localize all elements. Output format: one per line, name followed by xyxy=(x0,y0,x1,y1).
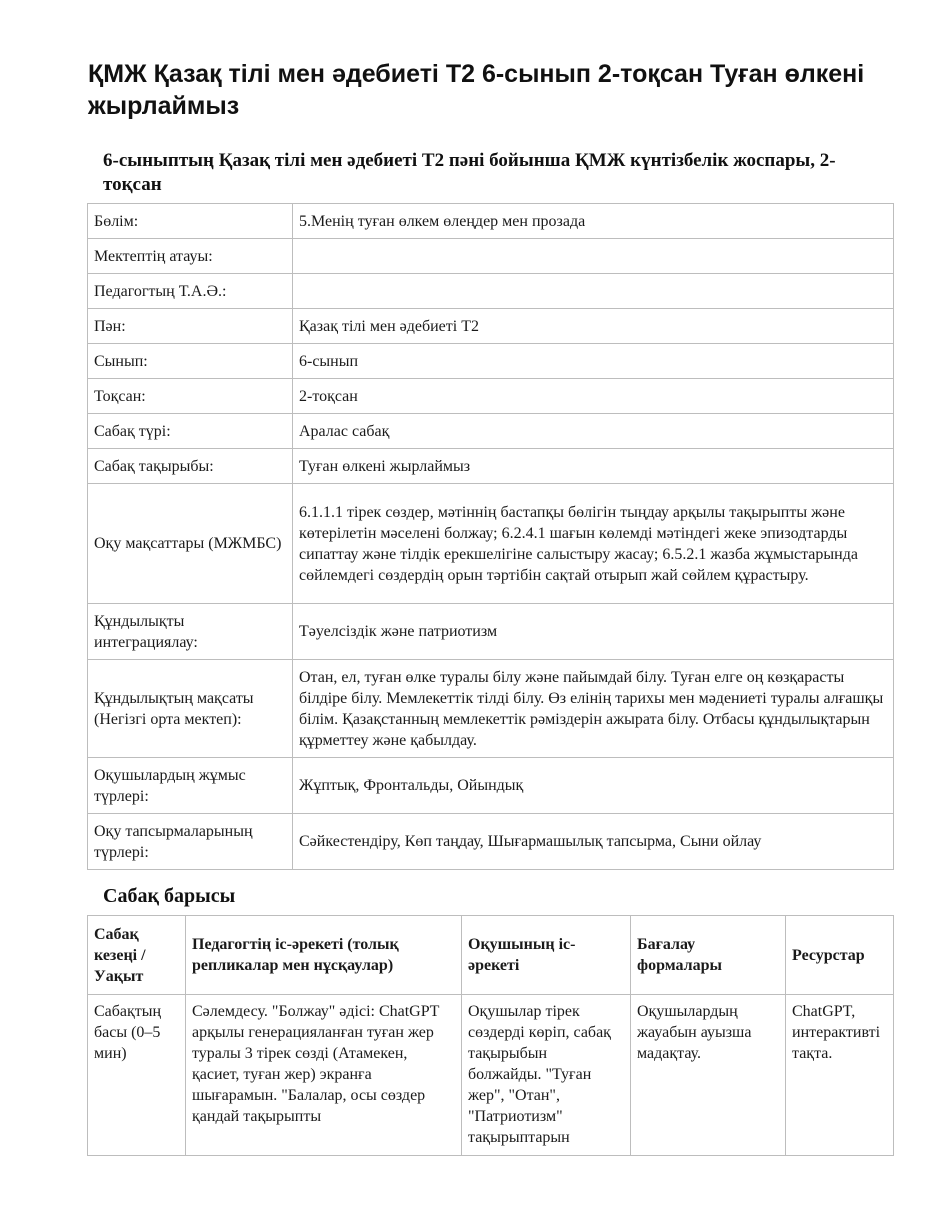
cell-assessment: Оқушылардың жауабын ауызша мадақтау. xyxy=(631,995,786,1156)
info-value: Тәуелсіздік және патриотизм xyxy=(293,604,894,660)
info-row-school xyxy=(88,239,894,274)
info-label: Бөлім: xyxy=(88,204,293,239)
column-header-teacher-activity: Педагогтің іс-әрекеті (толық репликалар мен нұсқаулар) xyxy=(186,916,462,995)
info-value: Сәйкестендіру, Көп таңдау, Шығармашылық тапсырма, Сыни ойлау xyxy=(293,814,894,870)
info-row-teacher xyxy=(88,274,894,309)
info-value: Қазақ тілі мен әдебиеті Т2 xyxy=(293,309,894,344)
info-value: 6-сынып xyxy=(293,344,894,379)
info-label: Оқу мақсаттары (МЖМБС) xyxy=(88,484,293,604)
info-row-lesson-topic xyxy=(88,449,894,484)
info-value xyxy=(293,239,894,274)
info-row-section xyxy=(88,204,894,239)
column-header-student-activity: Оқушының іс-әрекеті xyxy=(462,916,631,995)
column-header-resources: Ресурстар xyxy=(786,916,894,995)
info-value: 2-тоқсан xyxy=(293,379,894,414)
info-value: Туған өлкені жырлаймыз xyxy=(293,449,894,484)
lesson-table xyxy=(87,915,894,1156)
info-label: Оқу тапсырмаларының түрлері: xyxy=(88,814,293,870)
plan-heading: 6-сыныптың Қазақ тілі мен әдебиеті Т2 пәні бойынша ҚМЖ күнтізбелік жоспары, 2-тоқсан xyxy=(103,150,836,195)
info-row-task-types xyxy=(88,814,894,870)
info-label: Мектептің атауы: xyxy=(88,239,293,274)
info-label: Сынып: xyxy=(88,344,293,379)
info-row-work-types xyxy=(88,758,894,814)
info-table xyxy=(87,203,894,870)
info-label: Тоқсан: xyxy=(88,379,293,414)
info-label: Педагогтың Т.А.Ә.: xyxy=(88,274,293,309)
column-header-stage: Сабақ кезеңі / Уақыт xyxy=(88,916,186,995)
info-label: Оқушылардың жұмыс түрлері: xyxy=(88,758,293,814)
cell-stage: Сабақтың басы (0–5 мин) xyxy=(88,995,186,1156)
info-value: 6.1.1.1 тірек сөздер, мәтіннің бастапқы бөлігін тыңдау арқылы тақырыпты және көтерілетін мәселені болжау; 6.2.4.1 шағын көлемді мәтіндегі жеке эпизодтарды сипаттау және тілдік ерекшелігіне салыстыру жасау; 6.5.2.1 жазба жұмыстарында сөйлемдегі сөздердің орын тәртібін сақтай отырып жай сөйлем құрастыру. xyxy=(293,484,894,604)
column-header-assessment: Бағалау формалары xyxy=(631,916,786,995)
cell-resources: ChatGPT, интерактивті тақта. xyxy=(786,995,894,1156)
info-value xyxy=(293,274,894,309)
info-label: Пән: xyxy=(88,309,293,344)
info-label: Құндылықтың мақсаты (Негізгі орта мектеп): xyxy=(88,660,293,758)
info-row-lesson-type xyxy=(88,414,894,449)
table-row xyxy=(88,995,894,1156)
info-value: Жұптық, Фронтальды, Ойындық xyxy=(293,758,894,814)
info-row-learning-objectives xyxy=(88,484,894,604)
lessons-heading: Сабақ барысы xyxy=(103,885,236,907)
info-label: Сабақ тақырыбы: xyxy=(88,449,293,484)
info-value: Отан, ел, туған өлке туралы білу және пайымдай білу. Туған елге оң көзқарасты білдіре білу. Мемлекеттік тілді білу. Өз елінің тарихы мен мәдениеті туралы алғашқы білім. Қазақстанның мемлекеттік рәміздерін ажырата білу. Отбасы құндылықтарын құрметтеу және қабылдау. xyxy=(293,660,894,758)
cell-teacher-activity: Сәлемдесу. "Болжау" әдісі: ChatGPT арқылы генерацияланған туған жер туралы 3 тірек сөзді (Атамекен, қасиет, туған жер) экранға шығарамын. "Балалар, осы сөздер қандай тақырыпты xyxy=(186,995,462,1156)
info-row-quarter xyxy=(88,379,894,414)
lesson-header-row xyxy=(88,916,894,995)
info-label: Сабақ түрі: xyxy=(88,414,293,449)
info-label: Құндылықты интеграциялау: xyxy=(88,604,293,660)
cell-student-activity: Оқушылар тірек сөздерді көріп, сабақ тақырыбын болжайды. "Туған жер", "Отан", "Патриотизм" тақырыптарын xyxy=(462,995,631,1156)
info-row-value-integration xyxy=(88,604,894,660)
page-title: ҚМЖ Қазақ тілі мен әдебиеті Т2 6-сынып 2-тоқсан Туған өлкені жырлаймыз xyxy=(88,60,865,120)
info-value: 5.Менің туған өлкем өлеңдер мен прозада xyxy=(293,204,894,239)
info-row-grade xyxy=(88,344,894,379)
info-row-subject xyxy=(88,309,894,344)
info-value: Аралас сабақ xyxy=(293,414,894,449)
info-row-value-goal xyxy=(88,660,894,758)
